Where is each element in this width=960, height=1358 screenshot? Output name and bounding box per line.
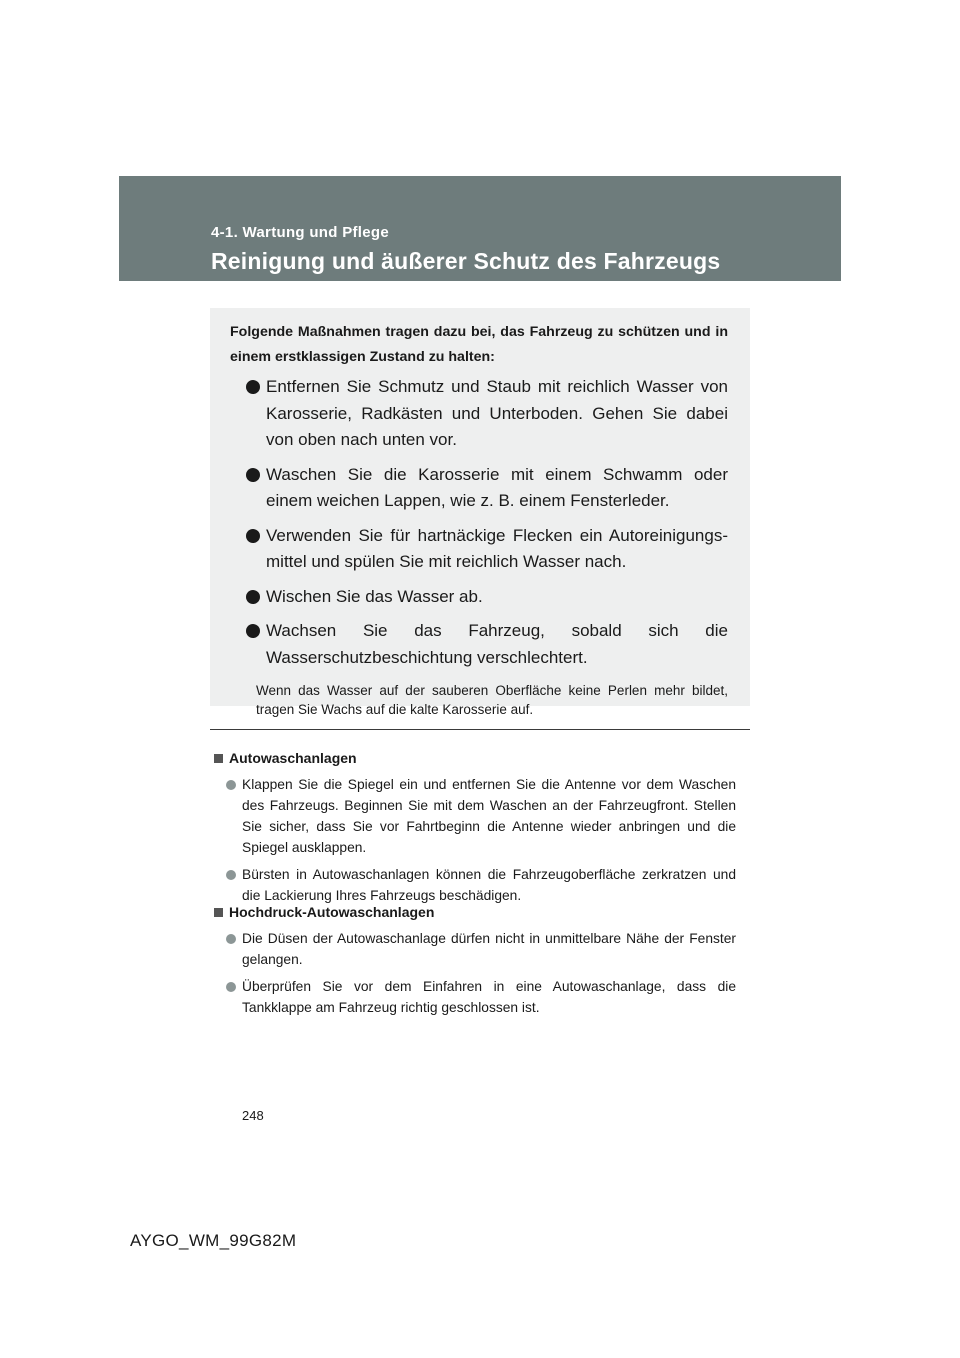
summary-intro: Folgende Maßnahmen tragen dazu bei, das Fahrzeug zu schützen und in einem erstklassigen Zustand zu halten: — [230, 324, 728, 365]
list-item — [214, 928, 736, 970]
list-item-text: Überprüfen Sie vor dem Einfahren in eine Autowaschanlage, dass die Tankklappe am Fahrzeug richtig geschlossen ist. — [242, 979, 736, 1015]
list-item-text: Die Düsen der Autowaschanlage dürfen nicht in unmittelbare Nähe der Fenster gelangen. — [242, 931, 736, 967]
list-item — [214, 976, 736, 1018]
list-item — [230, 374, 728, 454]
bullet-icon — [226, 982, 236, 992]
divider — [210, 729, 750, 730]
bullet-icon — [246, 468, 260, 482]
bullet-icon — [246, 529, 260, 543]
bullet-icon — [246, 590, 260, 604]
bullet-icon — [226, 870, 236, 880]
list-item — [230, 523, 728, 576]
section-heading — [214, 748, 736, 768]
list-item-text: Bürsten in Autowaschanlagen können die Fahrzeugoberfläche zerkratzen und die Lackierung Ihres Fahrzeugs beschädigen. — [242, 867, 736, 903]
section-heading-text: Autowaschanlagen — [229, 750, 357, 766]
list-item — [230, 462, 728, 515]
document-code: AYGO_WM_99G82M — [130, 1231, 297, 1250]
page-title: Reinigung und äußerer Schutz des Fahrzeugs — [211, 248, 721, 274]
list-item-text: Verwenden Sie für hartnäckige Flecken ein Autoreinigungsmittel und spülen Sie mit reichlich Wasser nach. — [266, 525, 728, 571]
section-car-wash — [214, 748, 736, 912]
list-item — [230, 618, 728, 671]
chapter-header — [119, 176, 841, 281]
list-item-text: Wischen Sie das Wasser ab. — [266, 586, 483, 606]
list-item — [214, 864, 736, 906]
bullet-icon — [226, 780, 236, 790]
page-number: 248 — [242, 1108, 264, 1123]
list-item-text: Entfernen Sie Schmutz und Staub mit reichlich Wasser von Karosserie, Radkästen und Unterboden. Gehen Sie dabei von oben nach unten vor. — [266, 377, 728, 449]
list-item-text: Waschen Sie die Karosserie mit einem Schwamm oder einem weichen Lappen, wie z. B. einem Fensterleder. — [266, 464, 728, 510]
bullet-icon — [226, 934, 236, 944]
bullet-icon — [246, 624, 260, 638]
section-label: 4-1. Wartung und Pflege — [211, 224, 390, 241]
list-item-text: Klappen Sie die Spiegel ein und entfernen Sie die Antenne vor dem Waschen des Fahrzeugs. Beginnen Sie mit dem Waschen an der Fahrzeugfront. Stellen Sie sicher, dass Sie vor Fahrtbeginn die Antenne wieder anbringen und die Spiegel ausklappen. — [242, 777, 736, 855]
list-item — [230, 584, 728, 611]
section-high-pressure-wash — [214, 902, 736, 1024]
summary-note: Wenn das Wasser auf der sauberen Oberfläche keine Perlen mehr bildet, tragen Sie Wachs auf die kalte Karosserie auf. — [256, 683, 728, 717]
bullet-icon — [246, 380, 260, 394]
section-heading-text: Hochdruck-Autowaschanlagen — [229, 904, 435, 920]
list-item — [214, 774, 736, 858]
square-bullet-icon — [214, 754, 223, 763]
section-heading — [214, 902, 736, 922]
summary-box — [210, 308, 750, 717]
summary-list — [230, 374, 728, 671]
list-item-text: Wachsen Sie das Fahrzeug, sobald sich die Wasserschutzbeschichtung verschlechtert. — [266, 621, 728, 667]
square-bullet-icon — [214, 908, 223, 917]
